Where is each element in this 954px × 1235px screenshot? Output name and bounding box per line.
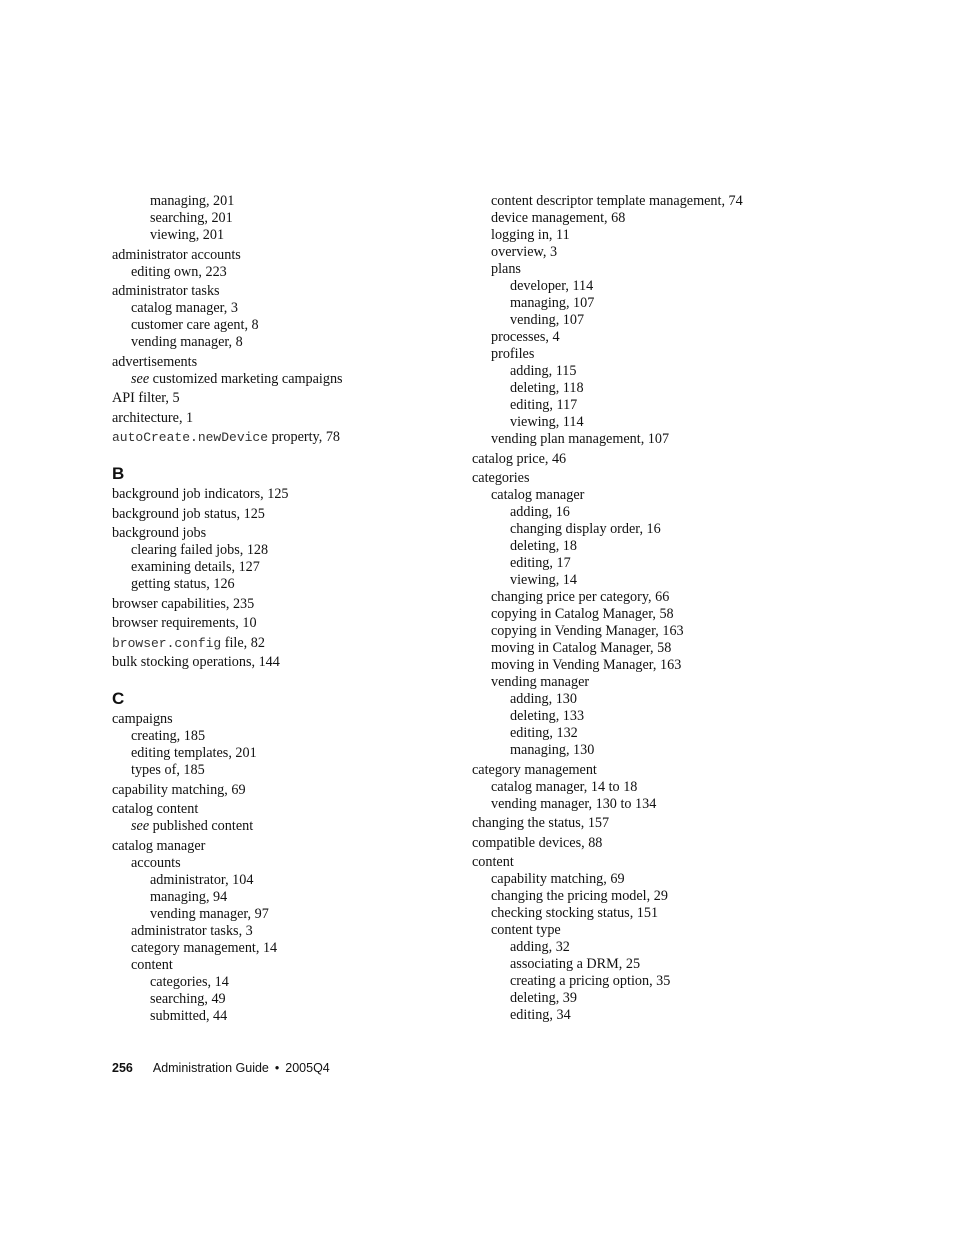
index-entry — [112, 486, 492, 503]
index-entry — [112, 525, 492, 542]
index-entry-text: accounts — [131, 854, 181, 871]
index-subentry — [472, 1007, 852, 1024]
index-subentry — [472, 888, 852, 905]
page-footer — [112, 1061, 330, 1075]
index-entry-text: content descriptor template management, 74 — [491, 193, 743, 209]
index-entry-text: published content — [152, 818, 254, 834]
index-subentry — [472, 261, 852, 278]
index-entry-text: adding, 130 — [510, 691, 577, 707]
index-subentry — [112, 300, 492, 317]
index-entry-text: managing, 201 — [150, 193, 235, 209]
index-entry-text: administrator, 104 — [150, 871, 254, 888]
index-subentry — [472, 329, 852, 346]
index-entry-text: customized marketing campaigns — [152, 370, 343, 387]
index-subentry — [472, 521, 852, 538]
index-subentry — [472, 691, 852, 708]
index-entry-text: browser requirements, 10 — [112, 615, 257, 631]
index-subentry — [472, 796, 852, 813]
index-subentry — [472, 572, 852, 589]
index-entry-text: category management — [472, 761, 597, 778]
index-entry-text: processes, 4 — [491, 329, 560, 345]
index-subentry — [112, 227, 492, 244]
index-entry-text: catalog manager, 14 to 18 — [491, 778, 638, 795]
index-entry — [112, 390, 492, 407]
index-subentry — [472, 431, 852, 448]
index-entry-text: campaigns — [112, 711, 173, 727]
index-entry-text: catalog manager — [491, 487, 585, 503]
index-entry-text: changing the status, 157 — [472, 815, 610, 831]
index-subentry — [112, 371, 492, 388]
index-entry-text: copying in Vending Manager, 163 — [491, 623, 684, 639]
index-entry-text: editing templates, 201 — [131, 745, 257, 761]
index-entry-text: file, 82 — [224, 634, 265, 651]
index-entry-text: profiles — [491, 346, 535, 362]
index-entry — [112, 429, 492, 446]
index-entry — [112, 410, 492, 427]
index-entry — [112, 247, 492, 264]
index-entry-text: searching, 201 — [150, 210, 233, 226]
index-subentry — [472, 363, 852, 380]
index-entry-text: submitted, 44 — [150, 1007, 228, 1024]
index-entry-text: editing, 17 — [510, 555, 571, 571]
index-subentry — [472, 278, 852, 295]
index-entry-text: adding, 16 — [510, 504, 570, 520]
index-letter-heading: C — [112, 689, 125, 708]
index-subentry — [472, 990, 852, 1007]
index-subentry — [112, 193, 492, 210]
index-column-right — [472, 193, 852, 1024]
index-entry-text: vending plan management, 107 — [491, 431, 670, 447]
index-subentry — [472, 414, 852, 431]
index-entry — [112, 654, 492, 671]
index-subentry — [112, 745, 492, 762]
index-entry — [112, 615, 492, 632]
index-entry-text: category management, 14 — [131, 939, 278, 956]
index-entry-text: overview, 3 — [491, 244, 558, 260]
index-subentry — [472, 779, 852, 796]
index-entry-text: administrator tasks, 3 — [131, 922, 253, 939]
index-subentry — [472, 742, 852, 759]
index-entry-text: vending manager, 130 to 134 — [491, 795, 657, 812]
index-entry-text: moving in Catalog Manager, 58 — [491, 640, 672, 656]
index-entry — [112, 838, 492, 855]
index-subentry — [472, 504, 852, 521]
index-entry-text: editing, 34 — [510, 1007, 571, 1023]
index-subentry — [112, 906, 492, 923]
index-entry-text: deleting, 18 — [510, 538, 577, 554]
index-entry-text: deleting, 118 — [510, 380, 584, 396]
index-entry-text: bulk stocking operations, 144 — [112, 654, 280, 670]
index-subentry — [112, 334, 492, 351]
index-subentry — [472, 346, 852, 363]
index-subentry — [472, 538, 852, 555]
index-subentry — [472, 623, 852, 640]
index-entry-text: capability matching, 69 — [112, 781, 246, 798]
index-entry-text: examining details, 127 — [131, 559, 260, 575]
index-entry-text: background job status, 125 — [112, 505, 265, 522]
index-subentry — [112, 559, 492, 576]
index-entry — [112, 635, 492, 652]
index-subentry — [472, 939, 852, 956]
index-entry-text: categories, 14 — [150, 973, 229, 990]
index-entry — [472, 451, 852, 468]
code-term: autoCreate.newDevice — [112, 430, 269, 445]
index-entry — [112, 782, 492, 799]
index-entry-text: clearing failed jobs, 128 — [131, 542, 269, 558]
index-entry-text: adding, 32 — [510, 939, 570, 955]
see-reference-label: see — [131, 370, 150, 387]
index-subentry — [472, 295, 852, 312]
index-subentry — [472, 871, 852, 888]
index-entry-text: associating a DRM, 25 — [510, 956, 641, 972]
code-term: browser.config — [112, 635, 222, 651]
index-entry-text: editing, 132 — [510, 725, 578, 741]
index-subentry — [472, 227, 852, 244]
index-entry-text: deleting, 133 — [510, 708, 585, 724]
index-subentry — [112, 576, 492, 593]
index-subentry — [472, 606, 852, 623]
index-subentry — [472, 397, 852, 414]
index-entry-text: background jobs — [112, 525, 207, 541]
index-subentry — [112, 542, 492, 559]
index-entry-text: advertisements — [112, 353, 198, 370]
index-subentry — [112, 974, 492, 991]
index-entry-text: creating, 185 — [131, 728, 206, 744]
index-entry-text: deleting, 39 — [510, 990, 577, 1006]
index-entry-text: capability matching, 69 — [491, 871, 625, 887]
index-entry-text: changing display order, 16 — [510, 521, 661, 537]
index-entry — [112, 354, 492, 371]
index-entry-text: background job indicators, 125 — [112, 486, 289, 502]
index-letter-heading: B — [112, 464, 125, 483]
index-subentry — [112, 855, 492, 872]
index-subentry — [112, 1008, 492, 1025]
index-entry-text: customer care agent, 8 — [131, 317, 259, 333]
index-entry-text: getting status, 126 — [131, 576, 235, 592]
index-entry-text: copying in Catalog Manager, 58 — [491, 606, 674, 622]
index-subentry — [112, 872, 492, 889]
index-subentry — [112, 923, 492, 940]
index-entry-text: adding, 115 — [510, 363, 577, 379]
index-subentry — [112, 728, 492, 745]
index-entry-text: logging in, 11 — [491, 227, 570, 243]
index-entry — [472, 815, 852, 832]
index-subentry — [472, 487, 852, 504]
index-entry-text: managing, 94 — [150, 888, 228, 905]
index-entry-text: administrator tasks — [112, 283, 220, 299]
index-entry-text: browser capabilities, 235 — [112, 595, 255, 612]
index-entry — [112, 596, 492, 613]
index-entry-text: administrator accounts — [112, 246, 241, 263]
index-subentry — [112, 210, 492, 227]
index-entry-text: viewing, 14 — [510, 572, 577, 588]
index-subentry — [112, 991, 492, 1008]
index-entry — [112, 801, 492, 818]
index-entry — [472, 835, 852, 852]
index-entry-text: editing, 117 — [510, 397, 578, 413]
index-column-left — [112, 193, 492, 1025]
index-subentry — [112, 317, 492, 334]
index-entry-text: types of, 185 — [131, 762, 205, 778]
index-entry-text: changing the pricing model, 29 — [491, 888, 668, 904]
index-entry-text: vending manager — [491, 674, 590, 690]
index-subentry — [112, 940, 492, 957]
index-entry-text: device management, 68 — [491, 210, 626, 226]
index-subentry — [472, 956, 852, 973]
index-subentry — [472, 674, 852, 691]
index-entry-text: content — [131, 956, 173, 973]
index-entry-text: vending manager, 97 — [150, 905, 269, 922]
index-entry-text: creating a pricing option, 35 — [510, 973, 671, 989]
index-entry-text: managing, 130 — [510, 742, 595, 758]
index-entry — [472, 854, 852, 871]
index-entry-text: managing, 107 — [510, 295, 595, 311]
index-entry-text: moving in Vending Manager, 163 — [491, 657, 682, 673]
index-subentry — [112, 957, 492, 974]
index-entry-text: categories — [472, 470, 530, 486]
index-entry-text: compatible devices, 88 — [472, 834, 603, 851]
index-entry-text: API filter, 5 — [112, 390, 180, 406]
index-entry-text: catalog price, 46 — [472, 450, 567, 467]
index-entry — [472, 762, 852, 779]
index-subentry — [472, 210, 852, 227]
index-subentry — [472, 725, 852, 742]
see-reference-label: see — [131, 818, 150, 834]
index-entry-text: property, 78 — [271, 429, 341, 445]
index-entry-text: vending, 107 — [510, 312, 585, 328]
index-entry — [112, 506, 492, 523]
document-title: Administration Guide — [152, 1061, 269, 1075]
index-entry-text: architecture, 1 — [112, 409, 194, 426]
index-subentry — [112, 762, 492, 779]
index-entry-text: developer, 114 — [510, 278, 594, 294]
index-subentry — [112, 264, 492, 281]
index-entry-text: catalog content — [112, 801, 199, 817]
index-entry — [112, 711, 492, 728]
index-entry-text: changing price per category, 66 — [491, 589, 670, 605]
footer-bullet: • — [274, 1061, 280, 1075]
index-subentry — [472, 922, 852, 939]
index-subentry — [472, 973, 852, 990]
index-entry-text: searching, 49 — [150, 990, 226, 1007]
index-entry-text: viewing, 201 — [150, 227, 225, 243]
document-edition: 2005Q4 — [285, 1061, 330, 1075]
index-entry-text: viewing, 114 — [510, 414, 584, 430]
page-number: 256 — [112, 1061, 133, 1075]
index-subentry — [472, 640, 852, 657]
index-subentry — [112, 889, 492, 906]
index-subentry — [472, 905, 852, 922]
index-subentry — [472, 244, 852, 261]
index-entry-text: catalog manager — [112, 837, 206, 854]
index-entry-text: catalog manager, 3 — [131, 300, 238, 316]
index-entry-text: checking stocking status, 151 — [491, 905, 659, 921]
index-subentry — [472, 657, 852, 674]
index-subentry — [472, 380, 852, 397]
index-subentry — [472, 193, 852, 210]
index-entry-text: plans — [491, 261, 521, 277]
index-subentry — [472, 708, 852, 725]
index-subentry — [472, 312, 852, 329]
index-entry-text: editing own, 223 — [131, 263, 227, 280]
index-entry-text: content — [472, 854, 514, 870]
index-entry — [472, 470, 852, 487]
index-subentry — [112, 818, 492, 835]
index-entry-text: content type — [491, 922, 561, 938]
index-subentry — [472, 555, 852, 572]
index-entry-text: vending manager, 8 — [131, 334, 243, 350]
index-entry — [112, 283, 492, 300]
index-subentry — [472, 589, 852, 606]
